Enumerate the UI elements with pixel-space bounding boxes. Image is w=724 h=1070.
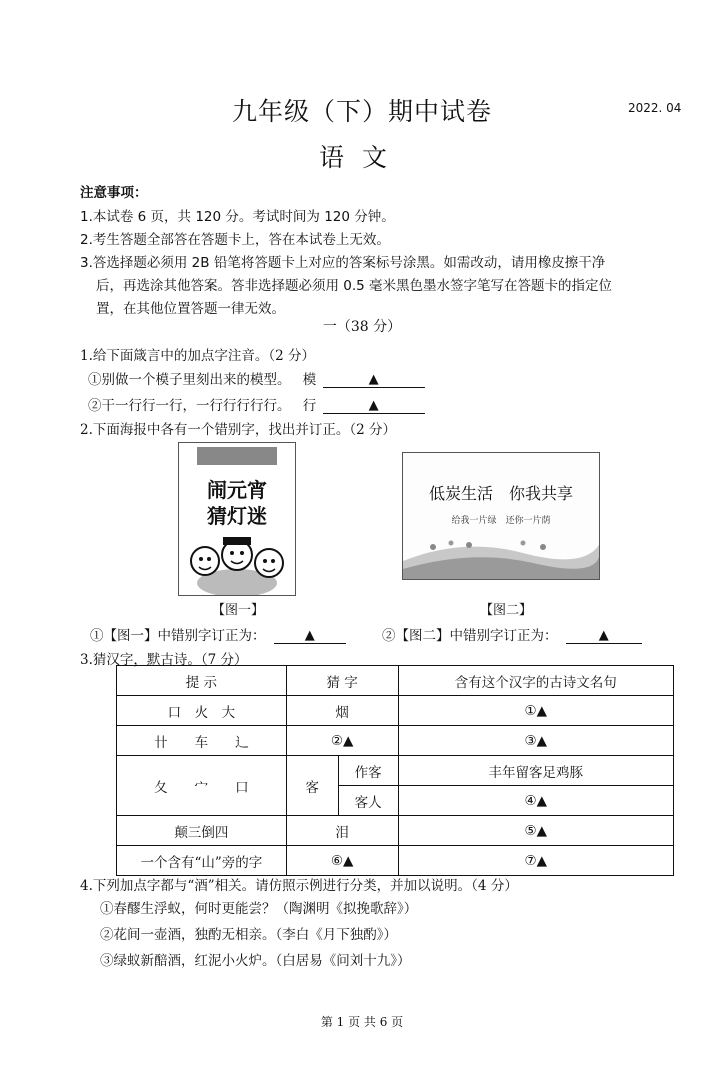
row-5-answer[interactable]: ⑦▲ bbox=[398, 846, 673, 876]
q4-item-2: ②花间一壶酒，独酌无相亲。（李白《月下独酌》） bbox=[100, 927, 397, 943]
poster-low-carbon bbox=[402, 452, 600, 580]
header-guess: 猜 字 bbox=[286, 666, 398, 696]
notice-item-3-cont-2: 置，在其他位置答题一律无效。 bbox=[96, 301, 285, 317]
q1-item-1-char: 模 bbox=[302, 372, 317, 388]
q1-answer-blank-2[interactable] bbox=[323, 397, 425, 414]
q2-answer-blank-1[interactable] bbox=[274, 627, 346, 644]
cartoon-children-illustration bbox=[191, 537, 283, 595]
row-2-hint: 卄 车 辶 bbox=[117, 726, 287, 756]
row-4-hint: 颠三倒四 bbox=[117, 816, 287, 846]
section-heading: 一（38 分） bbox=[322, 319, 402, 335]
table-row bbox=[117, 726, 674, 756]
q1-item-1 bbox=[88, 368, 425, 388]
q1-answer-blank-1[interactable] bbox=[323, 371, 425, 388]
poster-1-line-2: 猜灯迷 bbox=[207, 504, 267, 528]
notice-heading: 注意事项： bbox=[80, 185, 148, 201]
row-1-hint: 口 火 大 bbox=[117, 696, 287, 726]
triangle-icon: ▲ bbox=[368, 372, 379, 387]
row-4-answer[interactable]: ⑤▲ bbox=[398, 816, 673, 846]
q3-table bbox=[116, 665, 674, 876]
q4-item-1: ①春醪生浮蚁，何时更能尝？（陶渊明《拟挽歌辞》） bbox=[100, 901, 418, 917]
top-banner-decoration bbox=[197, 447, 277, 465]
table-row bbox=[117, 846, 674, 876]
row-5-guess[interactable]: ⑥▲ bbox=[286, 846, 398, 876]
poster-lantern-riddle bbox=[178, 442, 296, 596]
q1-item-2-char: 行 bbox=[302, 398, 317, 414]
row-3-hint: 夂 宀 口 bbox=[117, 756, 287, 816]
triangle-icon: ▲ bbox=[304, 628, 315, 643]
q3-stem: 3.猜汉字，默古诗。（7 分） bbox=[80, 652, 248, 668]
q2-stem: 2.下面海报中各有一个错别字，找出并订正。（2 分） bbox=[80, 422, 397, 438]
q2-answer-2-label: ②【图二】中错别字订正为： bbox=[382, 628, 558, 644]
table-row bbox=[117, 696, 674, 726]
poster-2-slogan: 给我一片绿 还你一片荫 bbox=[451, 516, 551, 526]
row-1-answer[interactable]: ①▲ bbox=[398, 696, 673, 726]
poster-1-art bbox=[179, 443, 295, 595]
notice-item-1: 1.本试卷 6 页，共 120 分。考试时间为 120 分钟。 bbox=[80, 209, 395, 225]
table-row bbox=[117, 816, 674, 846]
q2-answer-1 bbox=[90, 624, 346, 644]
q1-item-2 bbox=[88, 394, 425, 414]
row-4-guess: 泪 bbox=[286, 816, 398, 846]
poster-1-caption: 【图一】 bbox=[212, 603, 265, 618]
page-footer: 第 1 页 共 6 页 bbox=[320, 1015, 404, 1029]
triangle-icon: ▲ bbox=[598, 628, 609, 643]
row-5-hint: 一个含有“山”旁的字 bbox=[117, 846, 287, 876]
q1-item-1-text: ①别做一个模子里刻出来的模型。 bbox=[88, 372, 291, 388]
row-1-guess: 烟 bbox=[286, 696, 398, 726]
q4-item-3: ③绿蚁新醅酒，红泥小火炉。（白居易《问刘十九》） bbox=[100, 953, 411, 969]
q1-item-2-text: ②干一行行一行，一行行行行行。 bbox=[88, 398, 291, 414]
q2-answer-1-label: ①【图一】中错别字订正为： bbox=[90, 628, 266, 644]
q2-answer-blank-2[interactable] bbox=[566, 627, 642, 644]
row-3-sub-2-label: 客人 bbox=[338, 786, 398, 816]
row-3-guess: 客 bbox=[286, 756, 338, 816]
q2-answer-2 bbox=[382, 624, 642, 644]
notice-item-3-cont-1: 后，再选涂其他答案。答非选择题必须用 0.5 毫米黑色墨水签字笔写在答题卡的指定位 bbox=[96, 278, 613, 294]
exam-title: 九年级（下）期中试卷 bbox=[231, 97, 492, 126]
poster-2-caption: 【图二】 bbox=[480, 603, 533, 618]
table-header-row bbox=[117, 666, 674, 696]
poster-2-headline: 低炭生活 你我共享 bbox=[428, 484, 574, 503]
triangle-icon: ▲ bbox=[368, 398, 379, 413]
row-2-guess[interactable]: ②▲ bbox=[286, 726, 398, 756]
green-wave-decoration bbox=[403, 541, 599, 580]
header-hint: 提 示 bbox=[117, 666, 287, 696]
poster-2-art bbox=[403, 453, 599, 579]
exam-date: 2022. 04 bbox=[628, 101, 682, 115]
notice-item-2: 2.考生答题全部答在答题卡上，答在本试卷上无效。 bbox=[80, 232, 390, 248]
header-answer: 含有这个汉字的古诗文名句 bbox=[398, 666, 673, 696]
row-3-sub-2-answer[interactable]: ④▲ bbox=[398, 786, 673, 816]
subject-title: 语文 bbox=[318, 143, 405, 172]
notice-item-3: 3.答选择题必须用 2B 铅笔将答题卡上对应的答案标号涂黑。如需改动，请用橡皮擦干净 bbox=[80, 255, 606, 271]
poster-1-line-1: 闹元宵 bbox=[207, 478, 267, 502]
q4-stem: 4.下列加点字都与“酒”相关。请仿照示例进行分类，并加以说明。（4 分） bbox=[80, 878, 518, 894]
row-2-answer[interactable]: ③▲ bbox=[398, 726, 673, 756]
row-3-sub-1-label: 作客 bbox=[338, 756, 398, 786]
table-row bbox=[117, 756, 674, 786]
q1-stem: 1.给下面箴言中的加点字注音。（2 分） bbox=[80, 348, 316, 364]
row-3-sub-1-answer: 丰年留客足鸡豚 bbox=[398, 756, 673, 786]
